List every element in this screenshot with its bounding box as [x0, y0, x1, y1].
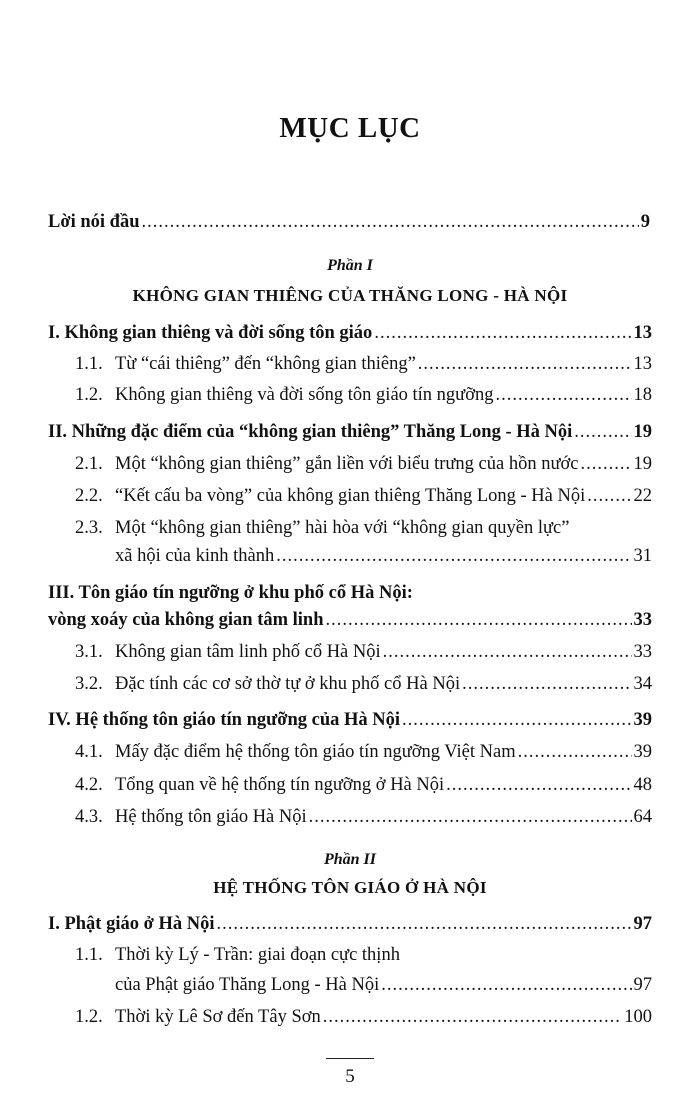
- toc-entry-label: [75, 353, 416, 375]
- toc-section[interactable]: [48, 913, 652, 935]
- toc-sub-number: 1.2.: [75, 1007, 103, 1027]
- toc-sub-number: 1.1.: [75, 945, 103, 965]
- leader-dots: [326, 609, 632, 631]
- toc-entry-label: [75, 453, 578, 475]
- toc-entry-label: của Phật giáo Thăng Long - Hà Nội: [115, 975, 380, 995]
- leader-dots: [141, 211, 638, 233]
- toc-sub-number: 3.2.: [75, 674, 103, 694]
- toc-entry-label: [75, 485, 585, 507]
- toc-sub-number: 1.1.: [75, 354, 103, 374]
- footer-rule: [326, 1058, 374, 1059]
- toc-entry-label: [75, 1006, 321, 1028]
- page-number: 5: [345, 1066, 355, 1087]
- toc-entry-label: [75, 641, 381, 663]
- toc-page-number: 64: [633, 807, 652, 827]
- toc-section[interactable]: [48, 709, 652, 731]
- toc-section[interactable]: [48, 421, 652, 443]
- toc-sub-title: Không gian tâm linh phố cổ Hà Nội: [115, 642, 381, 662]
- toc-sub-number: 2.3.: [75, 518, 103, 538]
- toc-sub-title: Tổng quan về hệ thống tín ngưỡng ở Hà Nội: [115, 775, 445, 795]
- toc-page-number: 31: [633, 546, 652, 566]
- leader-dots: [574, 421, 631, 443]
- leader-dots: [216, 913, 631, 935]
- toc-sub-number: 4.3.: [75, 807, 103, 827]
- leader-dots: [418, 353, 632, 375]
- toc-sub-number: 4.2.: [75, 775, 103, 795]
- leader-dots: [402, 709, 631, 731]
- toc-section[interactable]: [48, 322, 652, 344]
- toc-subsection[interactable]: [75, 1006, 652, 1028]
- toc-page-number: 97: [633, 914, 652, 934]
- toc-page-number: 48: [633, 775, 652, 795]
- toc-sub-title: Từ “cái thiêng” đến “không gian thiêng”: [115, 354, 416, 374]
- toc-sub-title: Thời kỳ Lê Sơ đến Tây Sơn: [115, 1007, 321, 1027]
- part-heading: KHÔNG GIAN THIÊNG CỦA THĂNG LONG - HÀ NỘI: [132, 286, 568, 305]
- toc-subsection[interactable]: [75, 806, 652, 828]
- toc-page-number: 18: [633, 385, 652, 405]
- toc-sub-title: “Kết cấu ba vòng” của không gian thiêng Thăng Long - Hà Nội: [115, 486, 586, 506]
- toc-sub-title: Một “không gian thiêng” hài hòa với “không gian quyền lực”: [115, 518, 570, 538]
- leader-dots: [381, 974, 631, 996]
- toc-entry-label: II. Những đặc điểm của “không gian thiêng” Thăng Long - Hà Nội: [48, 422, 573, 442]
- toc-sub-title: Hệ thống tôn giáo Hà Nội: [115, 807, 307, 827]
- leader-dots: [374, 322, 631, 344]
- toc-entry-label: [75, 806, 307, 828]
- toc-subsection[interactable]: [75, 485, 652, 507]
- toc-sub-title: Một “không gian thiêng” gắn liền với biểu trưng của hồn nước: [115, 454, 579, 474]
- toc-sub-title: Đặc tính các cơ sở thờ tự ở khu phố cổ Hà Nội: [115, 674, 461, 694]
- toc-sub-title: Mấy đặc điểm hệ thống tôn giáo tín ngưỡng Việt Nam: [115, 742, 516, 762]
- part-label: Phần II: [323, 851, 377, 868]
- leader-dots: [580, 453, 631, 475]
- leader-dots: [462, 673, 631, 695]
- toc-sub-title: Thời kỳ Lý - Trần: giai đoạn cực thịnh: [115, 945, 400, 965]
- part-heading: HỆ THỐNG TÔN GIÁO Ở HÀ NỘI: [213, 878, 487, 897]
- toc-subsection[interactable]: [75, 741, 652, 763]
- toc-subsection[interactable]: [75, 673, 652, 695]
- toc-subsection[interactable]: [75, 384, 652, 406]
- leader-dots: [518, 741, 632, 763]
- toc-section-line2[interactable]: [48, 609, 652, 631]
- toc-subsection-line1[interactable]: [75, 944, 400, 966]
- toc-sub-number: 2.1.: [75, 454, 103, 474]
- leader-dots: [276, 545, 631, 567]
- toc-page-number: 39: [633, 710, 652, 730]
- toc-page-number: 19: [633, 422, 652, 442]
- toc-subsection[interactable]: [75, 774, 652, 796]
- part-label: Phần I: [327, 257, 373, 274]
- toc-page-number: 34: [633, 674, 652, 694]
- leader-dots: [496, 384, 632, 406]
- leader-dots: [383, 641, 632, 663]
- toc-subsection[interactable]: [75, 641, 652, 663]
- toc-section-line1[interactable]: [48, 582, 413, 604]
- toc-page-number: 33: [633, 642, 652, 662]
- toc-entry-label: [75, 673, 460, 695]
- toc-page-number: 33: [633, 610, 652, 630]
- toc-sub-title: Không gian thiêng và đời sống tôn giáo tín ngưỡng: [115, 385, 494, 405]
- toc-subsection-line2[interactable]: [115, 545, 652, 567]
- page-title: MỤC LỤC: [279, 112, 421, 144]
- toc-entry-label: [75, 384, 494, 406]
- toc-entry-label: xã hội của kinh thành: [115, 546, 275, 566]
- toc-page-number: 13: [633, 354, 652, 374]
- toc-entry-label: [75, 741, 516, 763]
- toc-entry-label: vòng xoáy của không gian tâm linh: [48, 610, 324, 630]
- leader-dots: [587, 485, 631, 507]
- leader-dots: [323, 1006, 622, 1028]
- toc-page-number: 39: [633, 742, 652, 762]
- toc-entry-label: I. Không gian thiêng và đời sống tôn giáo: [48, 323, 373, 343]
- toc-entry-label: I. Phật giáo ở Hà Nội: [48, 914, 215, 934]
- toc-page-number: 100: [624, 1007, 652, 1027]
- toc-entry-label: Lời nói đầu: [48, 212, 140, 232]
- toc-subsection[interactable]: [75, 453, 652, 475]
- toc-page-number: 19: [633, 454, 652, 474]
- toc-page-number: 22: [633, 486, 652, 506]
- toc-page-number: 9: [640, 212, 650, 232]
- toc-sub-number: 1.2.: [75, 385, 103, 405]
- toc-sub-number: 2.2.: [75, 486, 103, 506]
- toc-entry-label: III. Tôn giáo tín ngưỡng ở khu phố cổ Hà Nội:: [48, 583, 413, 603]
- toc-entry-label: IV. Hệ thống tôn giáo tín ngưỡng của Hà Nội: [48, 710, 401, 730]
- toc-subsection[interactable]: [75, 353, 652, 375]
- toc-sub-number: 3.1.: [75, 642, 103, 662]
- toc-entry-label: [75, 774, 444, 796]
- toc-entry-preface[interactable]: [48, 211, 650, 233]
- toc-sub-number: 4.1.: [75, 742, 103, 762]
- toc-subsection-line2[interactable]: [115, 974, 652, 996]
- leader-dots: [446, 774, 631, 796]
- toc-subsection-line1[interactable]: [75, 517, 569, 539]
- leader-dots: [309, 806, 632, 828]
- toc-page-number: 13: [633, 323, 652, 343]
- toc-page-number: 97: [633, 975, 652, 995]
